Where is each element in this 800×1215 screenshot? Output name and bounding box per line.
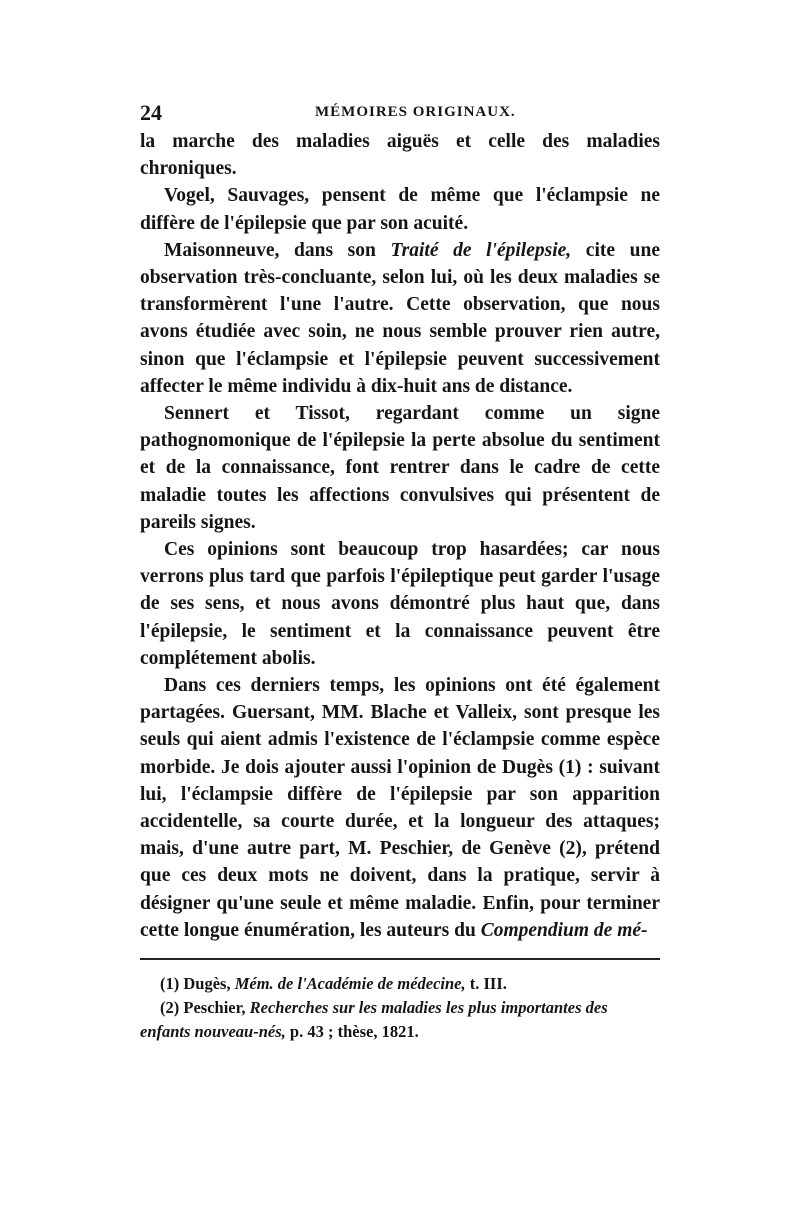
footnote-2: (2) Peschier, Recherches sur les maladies les plus importantes des enfants nouveau-nés, p. 43 ; thèse, 1821. [140, 998, 608, 1041]
paragraph-vogel: Vogel, Sauvages, pensent de même que l'éclampsie ne diffère de l'épilepsie que par son acuité. [140, 185, 660, 234]
footnotes [140, 972, 660, 1044]
paragraph-recent: Dans ces derniers temps, les opinions ont été également partagées. Guersant, MM. Blache et Valleix, sont presque les seuls qui aient admis l'existence de l'éclampsie comme espèce morbide. Je dois ajouter aussi l'opinion de Dugès (1) : suivant lui, l'éclampsie diffère de l'épilepsie par son apparition accidentelle, sa courte durée, et la longueur des attaques; mais, d'une autre part, M. Peschier, de Genève (2), prétend que ces deux mots ne doivent, dans la pratique, servir à désigner qu'une seule et même maladie. Enfin, pour terminer cette longue énumération, les auteurs du Compendium de mé- [140, 675, 660, 941]
page-header [140, 100, 660, 126]
paragraph-opinions: Ces opinions sont beaucoup trop hasardées; car nous verrons plus tard que parfois l'épileptique peut garder l'usage de ses sens, et nous avons démontré plus haut que, dans l'épilepsie, le sentiment et la connaissance peuvent être complétement abolis. [140, 539, 660, 669]
footnote-rule [140, 958, 660, 960]
paragraph-maisonneuve: Maisonneuve, dans son Traité de l'épilepsie, cite une observation très-concluante, selon lui, où les deux maladies se transformèrent l'une l'autre. Cette observation, que nous avons étudiée avec soin, ne nous semble prouver rien autre, sinon que l'éclampsie et l'épilepsie peuvent successivement affecter le même individu à dix-huit ans de distance. [140, 239, 660, 397]
compendium-italic: Compendium de mé- [480, 919, 648, 941]
paragraph-sennert: Sennert et Tissot, regardant comme un signe pathognomonique de l'épilepsie la perte absolue du sentiment et de la connaissance, font rentrer dans le cadre de cette maladie toutes les affections convulsives qui présentent de pareils signes. [140, 403, 660, 533]
book-title-italic: Traité de l'épilepsie, [390, 239, 572, 261]
body-text [140, 128, 660, 944]
paragraph-continued: la marche des maladies aiguës et celle des maladies chroniques. [140, 131, 660, 180]
running-head: MÉMOIRES ORIGINAUX. [315, 104, 516, 120]
footnote-1: (1) Dugès, Mém. de l'Académie de médecine, t. III. [160, 974, 507, 993]
page-number: 24 [140, 100, 162, 125]
